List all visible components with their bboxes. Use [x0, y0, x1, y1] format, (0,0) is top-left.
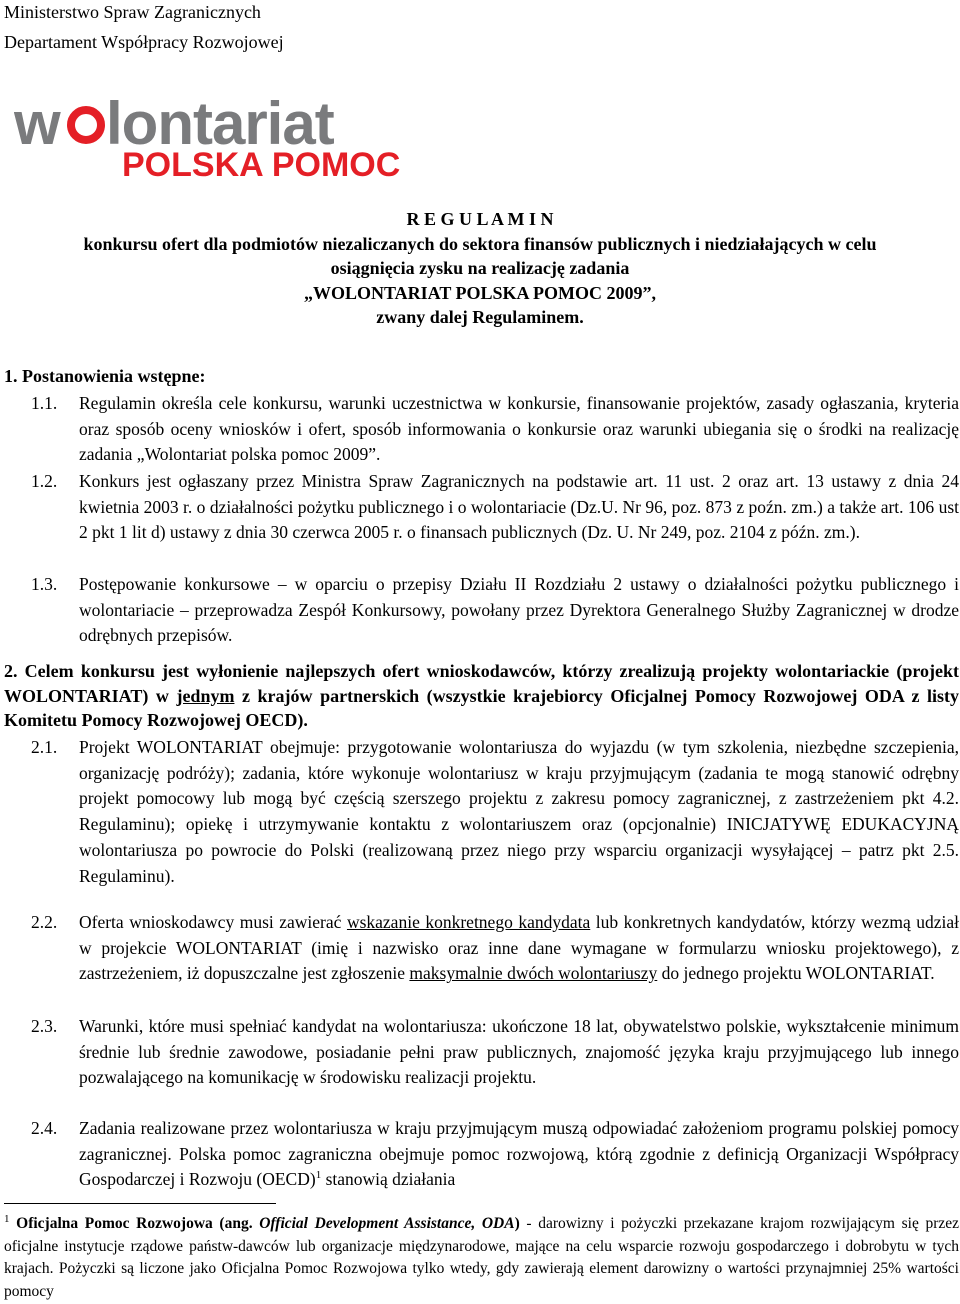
logo-subtitle: POLSKA POMOC [122, 146, 401, 182]
item-2-2-text: Oferta wnioskodawcy musi zawierać wskazanie konkretnego kandydata lub konkretnych kandydatów, którzy wezmą udział w projekcie WOLONTARIAT (imię i nazwisko oraz inne dane wymagane w formularzu wniosku projektowego), z zastrzeżeniem, iż dopuszczalne jest zgłoszenie maksymalnie dwóch wolontariuszy do jednego projektu WOLONTARIAT. [79, 912, 959, 984]
footnote-mark: 1 [4, 1212, 10, 1225]
underlined-jednym: jednym [176, 685, 235, 706]
item-number: 1.3. [31, 574, 58, 594]
logo-word-w: w [14, 92, 61, 157]
footnote-reference: 1 [315, 1169, 322, 1182]
item-1-2-text: Konkurs jest ogłaszany przez Ministra Spraw Zagranicznych na podstawie art. 11 ust. 2 oraz art. 13 ustawy z dnia 24 kwietnia 2003 r. o działalności pożytku publicznego i o wolontariacie (Dz.U. Nr 96, poz. 873 z poźn. zm.) a także art. 106 ust 2 pkt 1 lit d) ustawy z dnia 30 czerwca 2005 r. o finansach publicznych (Dz. U. Nr 249, poz. 2104 z późn. zm.). [79, 471, 959, 543]
underlined-max-two: maksymalnie dwóch wolontariuszy [409, 963, 658, 984]
title-line-2: konkursu ofert dla podmiotów niezaliczanych do sektora finansów publicznych i niedziałających w celu [83, 234, 877, 254]
item-1-1-text: Regulamin określa cele konkursu, warunki uczestnictwa w konkursie, finansowanie projektów, zasady ogłaszania, kryteria oraz sposób oceny wniosków i ofert, sposób informowania o konkursie oraz warunki ubiegania się o środki na realizację zadania „Wolontariat polska pomoc 2009”. [79, 393, 959, 465]
underlined-candidate: wskazanie konkretnego kandydata [346, 912, 591, 932]
department-name: Departament Współpracy Rozwojowej [4, 32, 284, 52]
item-2-3-text: Warunki, które musi spełniać kandydat na wolontariusza: ukończone 18 lat, obywatelstwo polskie, wykształcenie minimum średnie lub średnie zawodowe, posiadanie pełni praw publicznych, znajomość języka kraju przyjmującego lub innego pozwalającego na komunikację w środowisku realizacji projektu. [79, 1016, 959, 1088]
item-2-4-text: Zadania realizowane przez wolontariusza w kraju przyjmującym muszą odpowiadać założeniom programu polskiej pomocy zagranicznej. Polska pomoc zagraniczna obejmuje pomoc rozwojową, którą zgodnie z definicją Organizacji Współpracy Gospodarczej i Rozwoju (OECD)$^1$ stanowią działania [79, 1118, 959, 1190]
item-number: 2.3. [31, 1016, 58, 1036]
section-2-intro: 2. Celem konkursu jest wyłonienie najlepszych ofert wnioskodawców, którzy zrealizują projekty wolontariackie (projekt WOLONTARIAT) w jednym z krajów partnerskich (wszystkie krajebiorcy Oficjalnej Pomocy Rozwojowej ODA z listy Komitetu Pomocy Rozwojowej OECD). [4, 661, 960, 730]
logo-word-rest: lontariat [106, 92, 334, 157]
item-number: 1.2. [31, 471, 58, 491]
item-number: 2.1. [31, 737, 58, 757]
footnote-divider [4, 1203, 276, 1204]
item-number: 2.2. [31, 912, 58, 932]
item-2-1-text: Projekt WOLONTARIAT obejmuje: przygotowanie wolontariusza do wyjazdu (w tym szkolenia, niezbędne szczepienia, organizację podróży); zadania, które wykonuje wolontariusz w kraju przyjmującym (zadania te mogą stanowić odrębny projekt pomocowy lub mogą być częścią szerszego projektu z zakresu pomocy zagranicznej, z zastrzeżeniem pkt 4.2. Regulaminu); opiekę i utrzymywanie kontaktu z wolontariuszem oraz (opcjonalnie) INICJATYWĘ EDUKACYJNĄ wolontariusza po powrocie do Polski (realizowaną przez niego przy wsparciu organizacji wysyłającej – patrz pkt 2.5. Regulaminu). [79, 737, 959, 886]
item-number: 1.1. [31, 393, 58, 413]
section-1-heading: 1. Postanowienia wstępne: [4, 366, 206, 386]
footnote-1: $^1$ Oficjalna Pomoc Rozwojowa (ang. Official Development Assistance, ODA) - darowizny i pożyczki przekazane krajom rozwijającym się przez oficjalne instytucje rządowe państw-dawców lub organizacje międzynarodowe, mające na celu wsparcie rozwoju gospodarczego i dobrobytu w tych krajach. Pożyczki są liczone jako Oficjalna Pomoc Rozwojowa tylko wtedy, gdy zawierają element darowizny o wartości przynajmniej 25% wartości pomocy [4, 1212, 960, 1300]
wolontariat-logo [14, 92, 414, 182]
title-line-4: „WOLONTARIAT POLSKA POMOC 2009”, [303, 283, 657, 303]
title-line-5: zwany dalej Regulaminem. [376, 307, 584, 327]
logo-ring-icon [71, 110, 101, 140]
item-number: 2.4. [31, 1118, 58, 1138]
ministry-name: Ministerstwo Spraw Zagranicznych [4, 2, 261, 22]
title-regulamin: R E G U L A M I N [406, 209, 554, 229]
item-1-3-text: Postępowanie konkursowe – w oparciu o przepisy Działu II Rozdziału 2 ustawy o działalności pożytku publicznego i wolontariacie – przeprowadza Zespół Konkursowy, powołany przez Dyrektora Generalnego Służby Zagranicznej w drodze odrębnych przepisów. [79, 574, 959, 646]
title-line-3: osiągnięcia zysku na realizację zadania [330, 258, 630, 278]
